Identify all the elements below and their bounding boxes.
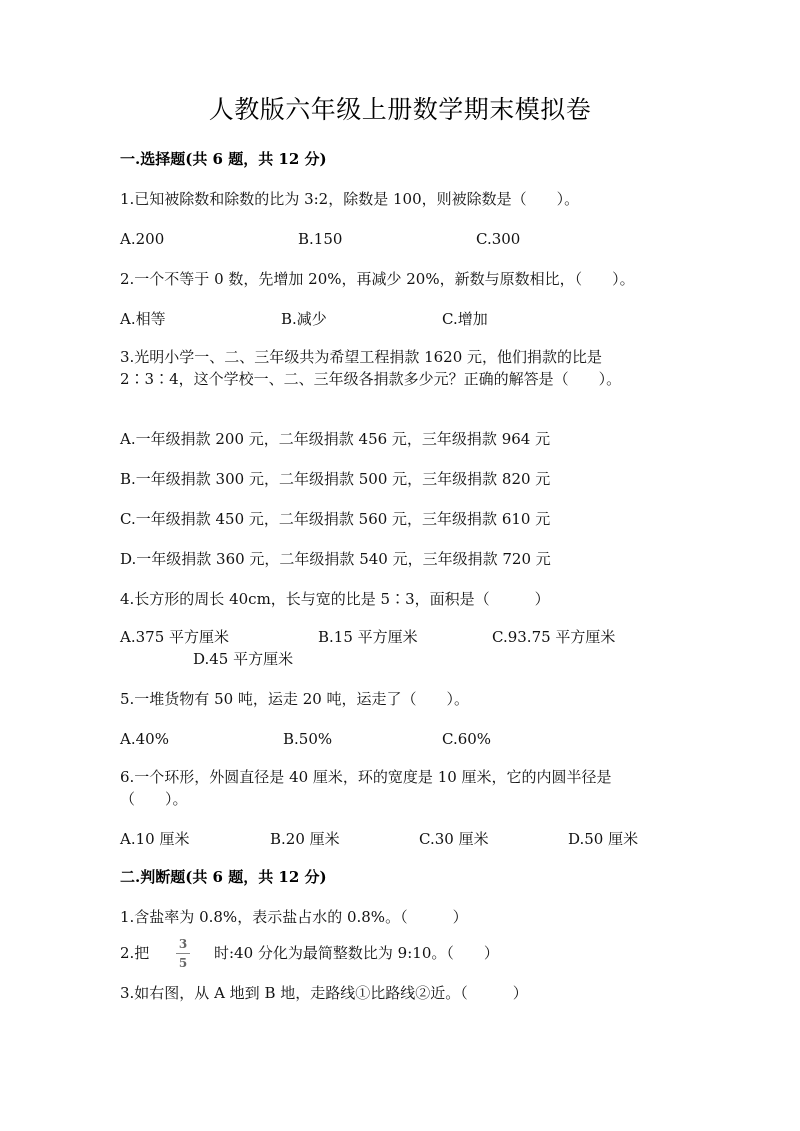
question-3-line1: 3.光明小学一、二、三年级共为希望工程捐款 1620 元，他们捐款的比是 [120,348,603,366]
option-2a: A.相等 [120,310,166,328]
option-2b: B.减少 [281,310,327,328]
option-5c: C.60% [442,730,492,748]
section-heading-choice: 一.选择题(共 6 题，共 12 分) [120,150,327,168]
option-1c: C.300 [476,230,521,248]
option-3b: B.一年级捐款 300 元，二年级捐款 500 元，三年级捐款 820 元 [120,470,551,488]
question-2: 2.一个不等于 0 数，先增加 20%，再减少 20%，新数与原数相比，（ ）。 [120,270,635,288]
option-4d: D.45 平方厘米 [193,650,294,668]
option-5a: A.40% [120,730,169,748]
option-1a: A.200 [120,230,165,248]
judge-question-3: 3.如右图，从 A 地到 B 地，走路线①比路线②近。（ ） [120,984,528,1002]
option-1b: B.150 [298,230,343,248]
page-title: 人教版六年级上册数学期末模拟卷 [208,95,592,124]
option-3a: A.一年级捐款 200 元，二年级捐款 456 元，三年级捐款 964 元 [120,430,551,448]
option-5b: B.50% [283,730,333,748]
fraction-numerator: 3 [178,937,188,951]
option-3c: C.一年级捐款 450 元，二年级捐款 560 元，三年级捐款 610 元 [120,510,551,528]
option-3d: D.一年级捐款 360 元，二年级捐款 540 元，三年级捐款 720 元 [120,550,551,568]
section-heading-judge: 二.判断题(共 6 题，共 12 分) [120,868,327,886]
option-6b: B.20 厘米 [270,830,340,848]
judge-question-2-prefix: 2.把 [120,944,150,962]
option-4a: A.375 平方厘米 [120,628,229,646]
option-2c: C.增加 [442,310,488,328]
question-4: 4.长方形的周长 40cm，长与宽的比是 5∶3，面积是（ ） [120,590,550,608]
question-5: 5.一堆货物有 50 吨，运走 20 吨，运走了（ ）。 [120,690,470,708]
option-6c: C.30 厘米 [419,830,489,848]
option-4c: C.93.75 平方厘米 [492,628,616,646]
question-6-line1: 6.一个环形，外圆直径是 40 厘米，环的宽度是 10 厘米，它的内圆半径是 [120,768,612,786]
fraction-denominator: 5 [178,956,188,970]
option-4b: B.15 平方厘米 [318,628,418,646]
option-6a: A.10 厘米 [120,830,190,848]
fraction-three-fifths [174,937,192,970]
option-6d: D.50 厘米 [568,830,639,848]
judge-question-1: 1.含盐率为 0.8%，表示盐占水的 0.8%。（ ） [120,908,468,926]
judge-question-2-suffix: 时:40 分化为最简整数比为 9:10。（ ） [214,944,499,962]
fraction-bar [176,953,190,954]
question-1: 1.已知被除数和除数的比为 3:2，除数是 100，则被除数是（ ）。 [120,190,580,208]
question-6-line2: （ ）。 [120,790,188,808]
question-3-line2: 2∶3∶4，这个学校一、二、三年级各捐款多少元？正确的解答是（ ）。 [120,370,622,388]
